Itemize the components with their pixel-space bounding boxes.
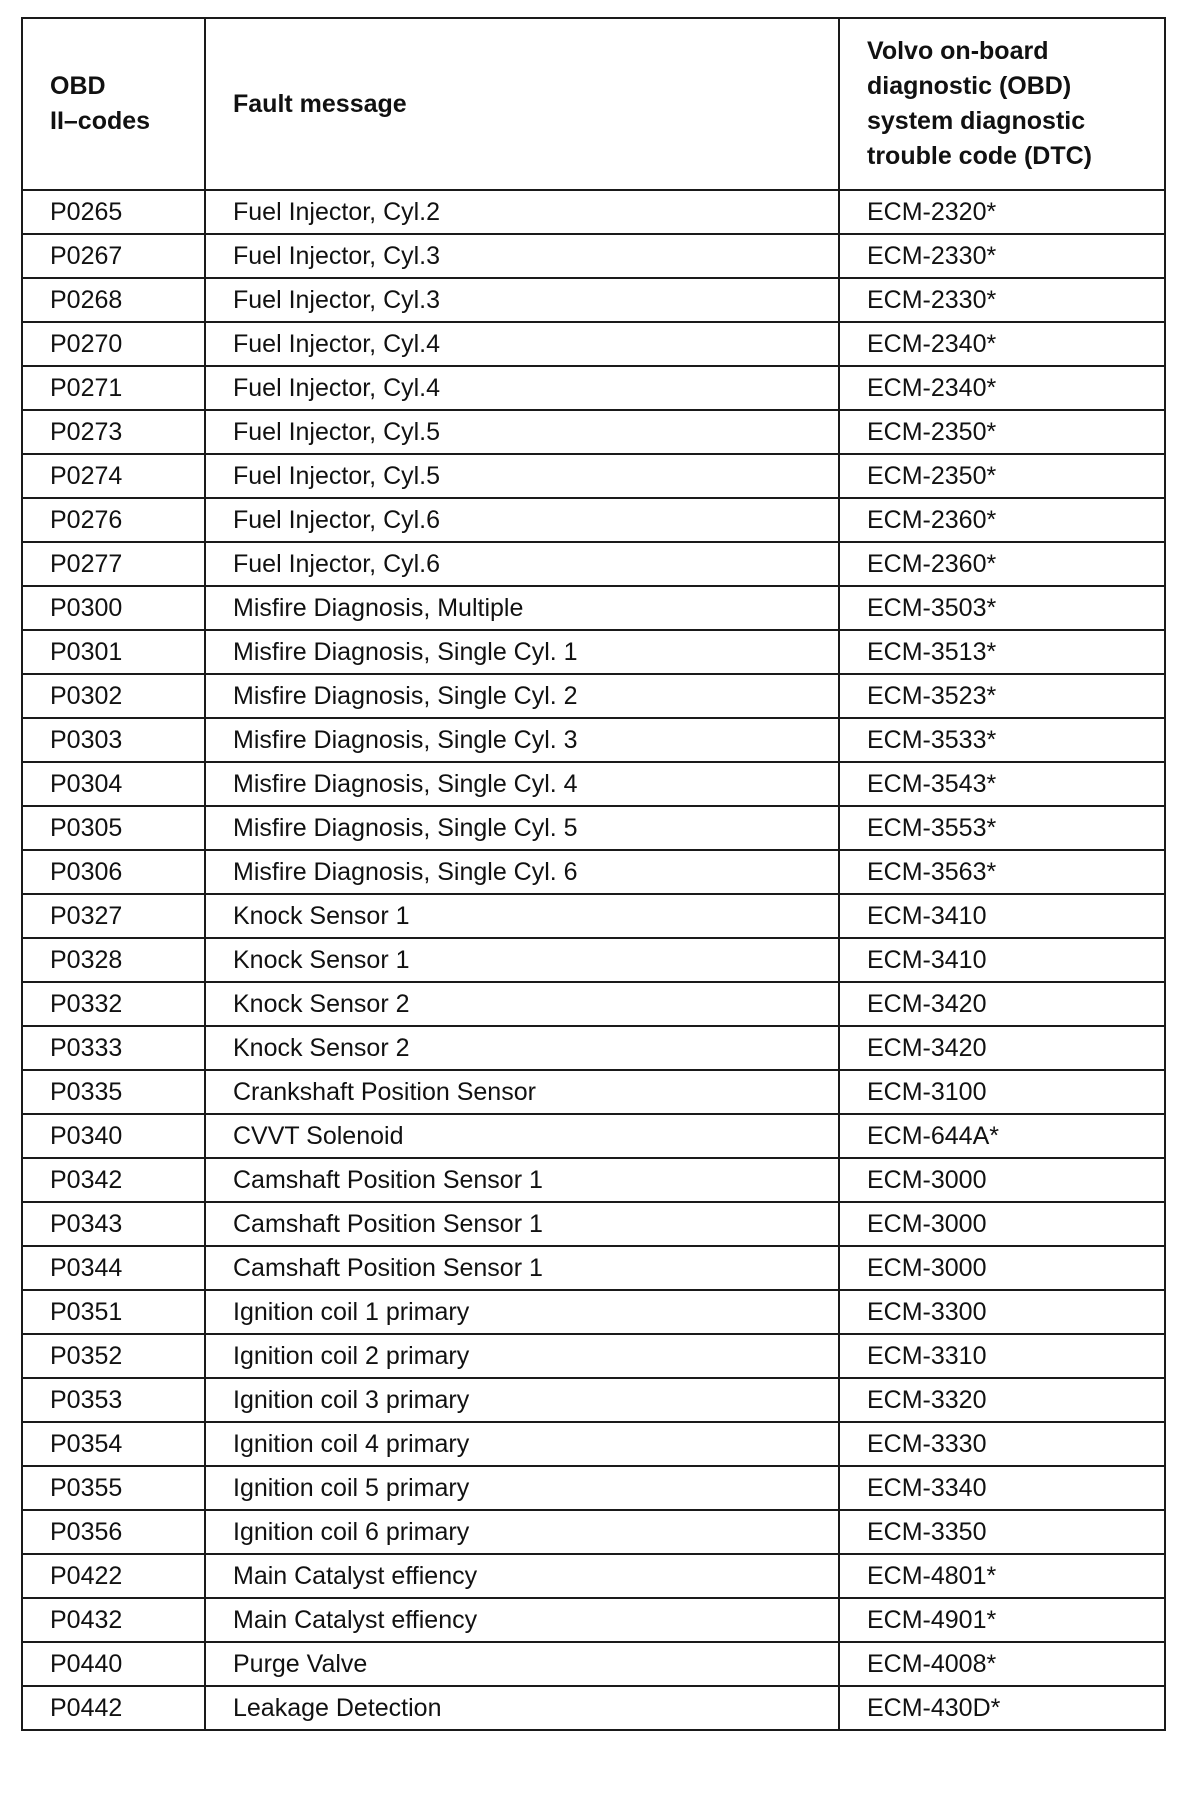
fault-message-cell: Leakage Detection (205, 1686, 839, 1730)
volvo-dtc-cell: ECM-3300 (839, 1290, 1165, 1334)
fault-message-cell: Misfire Diagnosis, Multiple (205, 586, 839, 630)
table-row (22, 1510, 1165, 1554)
volvo-dtc-cell: ECM-3533* (839, 718, 1165, 762)
volvo-dtc-cell: ECM-3320 (839, 1378, 1165, 1422)
header-obd-line-1: OBD (50, 72, 106, 100)
fault-message-cell: Knock Sensor 2 (205, 1026, 839, 1070)
obd-code-cell: P0304 (22, 762, 205, 806)
fault-message-cell: Ignition coil 4 primary (205, 1422, 839, 1466)
fault-message-cell: Misfire Diagnosis, Single Cyl. 5 (205, 806, 839, 850)
obd-code-cell: P0267 (22, 234, 205, 278)
table-row (22, 850, 1165, 894)
fault-message-cell: Knock Sensor 2 (205, 982, 839, 1026)
obd-code-cell: P0271 (22, 366, 205, 410)
fault-message-cell: Crankshaft Position Sensor (205, 1070, 839, 1114)
table-row (22, 322, 1165, 366)
volvo-dtc-cell: ECM-3523* (839, 674, 1165, 718)
fault-message-cell: Misfire Diagnosis, Single Cyl. 3 (205, 718, 839, 762)
table-row (22, 938, 1165, 982)
obd-code-cell: P0305 (22, 806, 205, 850)
obd-code-cell: P0327 (22, 894, 205, 938)
table-row (22, 1290, 1165, 1334)
volvo-dtc-cell: ECM-2340* (839, 366, 1165, 410)
obd-code-table-container (21, 17, 1164, 1731)
table-row (22, 498, 1165, 542)
fault-message-cell: Fuel Injector, Cyl.5 (205, 454, 839, 498)
table-row (22, 1070, 1165, 1114)
obd-code-cell: P0306 (22, 850, 205, 894)
table-row (22, 1466, 1165, 1510)
fault-message-cell: Ignition coil 6 primary (205, 1510, 839, 1554)
volvo-dtc-cell: ECM-3100 (839, 1070, 1165, 1114)
table-row (22, 806, 1165, 850)
fault-message-cell: Fuel Injector, Cyl.5 (205, 410, 839, 454)
table-header (22, 18, 1165, 190)
volvo-dtc-cell: ECM-3553* (839, 806, 1165, 850)
table-row (22, 1642, 1165, 1686)
table-row (22, 674, 1165, 718)
obd-code-cell: P0333 (22, 1026, 205, 1070)
obd-code-cell: P0352 (22, 1334, 205, 1378)
table-row (22, 234, 1165, 278)
obd-code-cell: P0340 (22, 1114, 205, 1158)
table-row (22, 366, 1165, 410)
header-volvo-dtc (839, 18, 1165, 190)
obd-code-cell: P0332 (22, 982, 205, 1026)
obd-code-cell: P0351 (22, 1290, 205, 1334)
obd-code-cell: P0302 (22, 674, 205, 718)
volvo-dtc-cell: ECM-4901* (839, 1598, 1165, 1642)
fault-message-cell: Ignition coil 1 primary (205, 1290, 839, 1334)
table-row (22, 1114, 1165, 1158)
volvo-dtc-cell: ECM-3420 (839, 982, 1165, 1026)
obd-code-cell: P0353 (22, 1378, 205, 1422)
volvo-dtc-cell: ECM-3310 (839, 1334, 1165, 1378)
fault-message-cell: Camshaft Position Sensor 1 (205, 1202, 839, 1246)
obd-code-cell: P0301 (22, 630, 205, 674)
table-row (22, 982, 1165, 1026)
obd-code-cell: P0442 (22, 1686, 205, 1730)
obd-code-cell: P0303 (22, 718, 205, 762)
volvo-dtc-cell: ECM-3420 (839, 1026, 1165, 1070)
volvo-dtc-cell: ECM-3000 (839, 1202, 1165, 1246)
obd-code-cell: P0354 (22, 1422, 205, 1466)
fault-message-cell: Fuel Injector, Cyl.3 (205, 278, 839, 322)
table-row (22, 542, 1165, 586)
volvo-dtc-cell: ECM-3543* (839, 762, 1165, 806)
volvo-dtc-cell: ECM-3330 (839, 1422, 1165, 1466)
table-body (22, 190, 1165, 1730)
header-dtc-line-1: Volvo on-board (867, 37, 1049, 65)
header-row (22, 18, 1165, 190)
volvo-dtc-cell: ECM-3563* (839, 850, 1165, 894)
obd-code-table (21, 17, 1166, 1731)
header-obd-codes (22, 18, 205, 190)
fault-message-cell: Camshaft Position Sensor 1 (205, 1246, 839, 1290)
fault-message-cell: Fuel Injector, Cyl.4 (205, 322, 839, 366)
obd-code-cell: P0432 (22, 1598, 205, 1642)
obd-code-cell: P0265 (22, 190, 205, 234)
table-row (22, 1422, 1165, 1466)
volvo-dtc-cell: ECM-3410 (839, 938, 1165, 982)
table-row (22, 586, 1165, 630)
obd-code-cell: P0328 (22, 938, 205, 982)
fault-message-cell: Fuel Injector, Cyl.6 (205, 542, 839, 586)
obd-code-cell: P0344 (22, 1246, 205, 1290)
volvo-dtc-cell: ECM-3000 (839, 1158, 1165, 1202)
obd-code-cell: P0270 (22, 322, 205, 366)
fault-message-cell: Fuel Injector, Cyl.3 (205, 234, 839, 278)
table-row (22, 1554, 1165, 1598)
fault-message-cell: Camshaft Position Sensor 1 (205, 1158, 839, 1202)
fault-message-cell: Ignition coil 3 primary (205, 1378, 839, 1422)
table-row (22, 1334, 1165, 1378)
table-row (22, 1378, 1165, 1422)
fault-message-cell: Fuel Injector, Cyl.6 (205, 498, 839, 542)
fault-message-cell: Fuel Injector, Cyl.4 (205, 366, 839, 410)
volvo-dtc-cell: ECM-3000 (839, 1246, 1165, 1290)
obd-code-cell: P0335 (22, 1070, 205, 1114)
table-row (22, 1598, 1165, 1642)
fault-message-cell: Knock Sensor 1 (205, 938, 839, 982)
obd-code-cell: P0343 (22, 1202, 205, 1246)
volvo-dtc-cell: ECM-2360* (839, 498, 1165, 542)
obd-code-cell: P0276 (22, 498, 205, 542)
volvo-dtc-cell: ECM-3503* (839, 586, 1165, 630)
fault-message-cell: Ignition coil 2 primary (205, 1334, 839, 1378)
volvo-dtc-cell: ECM-2340* (839, 322, 1165, 366)
table-row (22, 410, 1165, 454)
fault-message-cell: CVVT Solenoid (205, 1114, 839, 1158)
table-row (22, 278, 1165, 322)
table-row (22, 1686, 1165, 1730)
header-dtc-line-2: diagnostic (OBD) (867, 72, 1072, 100)
volvo-dtc-cell: ECM-2350* (839, 410, 1165, 454)
table-row (22, 718, 1165, 762)
table-row (22, 1246, 1165, 1290)
obd-code-cell: P0277 (22, 542, 205, 586)
volvo-dtc-cell: ECM-3350 (839, 1510, 1165, 1554)
volvo-dtc-cell: ECM-3513* (839, 630, 1165, 674)
obd-code-cell: P0422 (22, 1554, 205, 1598)
table-row (22, 894, 1165, 938)
fault-message-cell: Knock Sensor 1 (205, 894, 839, 938)
volvo-dtc-cell: ECM-644A* (839, 1114, 1165, 1158)
fault-message-cell: Ignition coil 5 primary (205, 1466, 839, 1510)
header-fault-message (205, 18, 839, 190)
header-fault-line-1: Fault message (233, 89, 407, 118)
header-dtc-line-3: system diagnostic (867, 107, 1086, 135)
table-row (22, 1026, 1165, 1070)
volvo-dtc-cell: ECM-430D* (839, 1686, 1165, 1730)
volvo-dtc-cell: ECM-2360* (839, 542, 1165, 586)
fault-message-cell: Main Catalyst effiency (205, 1554, 839, 1598)
fault-message-cell: Misfire Diagnosis, Single Cyl. 6 (205, 850, 839, 894)
fault-message-cell: Misfire Diagnosis, Single Cyl. 1 (205, 630, 839, 674)
fault-message-cell: Fuel Injector, Cyl.2 (205, 190, 839, 234)
table-row (22, 454, 1165, 498)
volvo-dtc-cell: ECM-2330* (839, 278, 1165, 322)
fault-message-cell: Misfire Diagnosis, Single Cyl. 4 (205, 762, 839, 806)
volvo-dtc-cell: ECM-2350* (839, 454, 1165, 498)
table-row (22, 762, 1165, 806)
obd-code-cell: P0355 (22, 1466, 205, 1510)
obd-code-cell: P0268 (22, 278, 205, 322)
volvo-dtc-cell: ECM-4801* (839, 1554, 1165, 1598)
volvo-dtc-cell: ECM-2330* (839, 234, 1165, 278)
obd-code-cell: P0440 (22, 1642, 205, 1686)
table-row (22, 1202, 1165, 1246)
table-row (22, 1158, 1165, 1202)
volvo-dtc-cell: ECM-4008* (839, 1642, 1165, 1686)
fault-message-cell: Misfire Diagnosis, Single Cyl. 2 (205, 674, 839, 718)
table-row (22, 630, 1165, 674)
obd-code-cell: P0300 (22, 586, 205, 630)
volvo-dtc-cell: ECM-3410 (839, 894, 1165, 938)
obd-code-cell: P0273 (22, 410, 205, 454)
volvo-dtc-cell: ECM-3340 (839, 1466, 1165, 1510)
volvo-dtc-cell: ECM-2320* (839, 190, 1165, 234)
obd-code-cell: P0342 (22, 1158, 205, 1202)
fault-message-cell: Main Catalyst effiency (205, 1598, 839, 1642)
fault-message-cell: Purge Valve (205, 1642, 839, 1686)
obd-code-cell: P0274 (22, 454, 205, 498)
obd-code-cell: P0356 (22, 1510, 205, 1554)
header-dtc-line-4: trouble code (DTC) (867, 142, 1092, 170)
table-row (22, 190, 1165, 234)
header-obd-line-2: II–codes (50, 107, 151, 135)
